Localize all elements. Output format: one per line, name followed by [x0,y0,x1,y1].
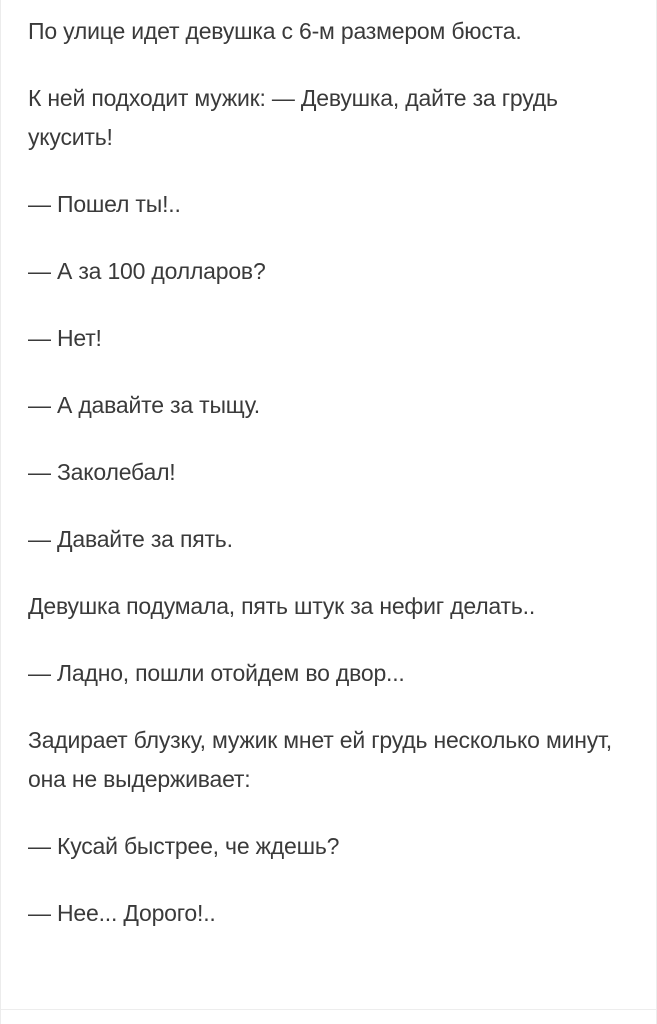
paragraph: — А за 100 долларов? [28,258,266,284]
paragraph: — Пошел ты!.. [28,191,181,217]
paragraph: — Нее... Дорого!.. [28,900,216,926]
paragraph: К ней подходит мужик: — Девушка, дайте за грудь укусить! [28,85,558,150]
joke-text [28,12,638,933]
paragraph: Задирает блузку, мужик мнет ей грудь несколько минут, она не выдерживает: [28,727,612,792]
paragraph: — Кусай быстрее, че ждешь? [28,833,340,859]
paragraph: — Заколебал! [28,459,176,485]
paragraph: — Давайте за пять. [28,526,233,552]
paragraph: Девушка подумала, пять штук за нефиг делать.. [28,593,536,619]
paragraph: — Нет! [28,325,102,351]
bottom-divider [1,1009,656,1010]
paragraph: По улице идет девушка с 6-м размером бюста. [28,18,522,44]
paragraph: — А давайте за тыщу. [28,392,260,418]
paragraph: — Ладно, пошли отойдем во двор... [28,660,405,686]
